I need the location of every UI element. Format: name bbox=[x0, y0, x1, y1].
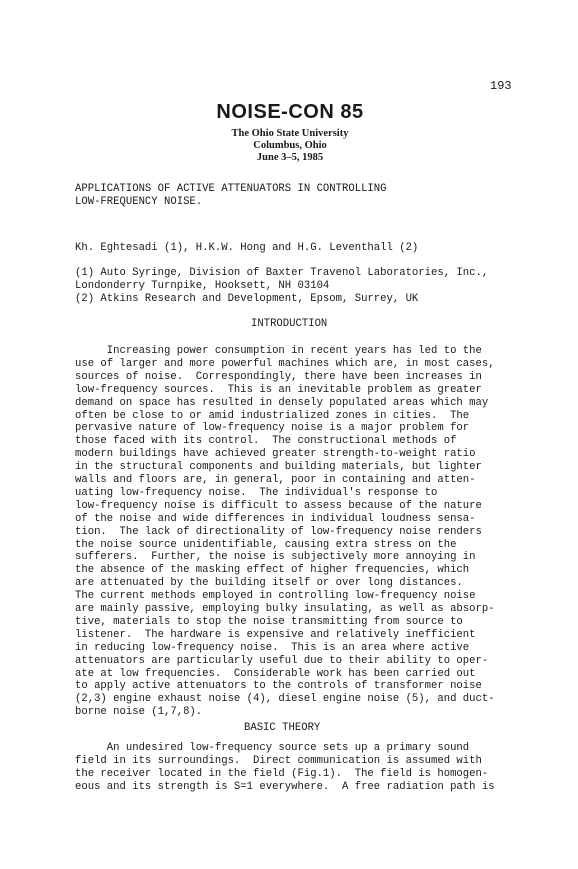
body-text-line: are mainly passive, employing bulky insulating, as well as absorp- bbox=[75, 603, 495, 615]
body-text-line: demand on space has resulted in densely populated areas which may bbox=[75, 396, 489, 409]
body-text-line: tive, materials to stop the noise transmitting from source to bbox=[75, 615, 463, 628]
conference-dates: June 3–5, 1985 bbox=[256, 152, 324, 163]
body-text-line: walls and floors are, in general, poor in containing and atten- bbox=[75, 474, 476, 486]
affiliation-line: Londonderry Turnpike, Hooksett, NH 03104 bbox=[75, 280, 330, 292]
body-text-line: sufferers. Further, the noise is subjectively more annoying in bbox=[75, 551, 476, 564]
body-text-line: in the structural components and building materials, but lighter bbox=[75, 461, 482, 474]
section-heading-introduction: INTRODUCTION bbox=[251, 318, 328, 330]
paper-title-line: LOW-FREQUENCY NOISE. bbox=[75, 196, 203, 208]
conference-location: Columbus, Ohio bbox=[253, 140, 327, 151]
body-text-line: often be close to or amid industrialized zones in cities. The bbox=[75, 409, 470, 422]
body-text-line: tion. The lack of directionality of low-frequency noise renders bbox=[75, 525, 482, 538]
body-text-line: listener. The hardware is expensive and relatively inefficient bbox=[75, 628, 476, 641]
page-number: 193 bbox=[490, 79, 512, 93]
body-text-line: the receiver located in the field (Fig.1). The field is homogen- bbox=[75, 768, 489, 780]
body-text-line: borne noise (1,7,8). bbox=[75, 706, 203, 719]
authors: Kh. Eghtesadi (1), H.K.W. Hong and H.G. Leventhall (2) bbox=[75, 242, 419, 254]
body-text-line: (2,3) engine exhaust noise (4), diesel engine noise (5), and duct- bbox=[75, 693, 495, 706]
body-text-line: An undesired low-frequency source sets up a primary sound bbox=[75, 742, 470, 754]
body-text-line: Increasing power consumption in recent years has led to the bbox=[75, 345, 482, 357]
body-text-line: ate at low frequencies. Considerable work has been carried out bbox=[75, 667, 476, 680]
section-heading-basic-theory: BASIC THEORY bbox=[244, 722, 321, 734]
body-text-line: attenuators are particularly useful due to their ability to oper- bbox=[75, 654, 489, 667]
body-text-line: those faced with its control. The constructional methods of bbox=[75, 435, 457, 448]
body-text-line: in reducing low-frequency noise. This is an area where active bbox=[75, 641, 470, 654]
body-text-line: low-frequency noise is difficult to assess because of the nature bbox=[75, 499, 482, 512]
affiliation-line: (2) Atkins Research and Development, Epsom, Surrey, UK bbox=[75, 293, 419, 305]
body-text-line: to apply active attenuators to the controls of transformer noise bbox=[75, 680, 482, 693]
conference-name: NOISE-CON 85 bbox=[216, 101, 364, 123]
body-text-line: pervasive nature of low-frequency noise is a major problem for bbox=[75, 422, 470, 435]
body-text-line: eous and its strength is S=1 everywhere. A free radiation path is bbox=[75, 781, 495, 793]
body-text-line: the noise source unidentifiable, causing extra stress on the bbox=[75, 538, 457, 551]
body-text-line: field in its surroundings. Direct communication is assumed with bbox=[75, 755, 482, 767]
body-text-line: are attenuated by the building itself or over long distances. bbox=[75, 577, 463, 590]
body-text-line: low-frequency sources. This is an inevitable problem as greater bbox=[75, 383, 482, 396]
paper-title-line: APPLICATIONS OF ACTIVE ATTENUATORS IN CONTROLLING bbox=[75, 183, 387, 195]
body-text-line: modern buildings have achieved greater strength-to-weight ratio bbox=[75, 448, 476, 461]
conference-university: The Ohio State University bbox=[231, 128, 349, 139]
body-text-line: sources of noise. Correspondingly, there have been increases in bbox=[75, 370, 482, 383]
body-text-line: of the noise and wide differences in individual loudness sensa- bbox=[75, 512, 476, 525]
affiliation-line: (1) Auto Syringe, Division of Baxter Travenol Laboratories, Inc., bbox=[75, 267, 489, 279]
body-text-line: uating low-frequency noise. The individual's response to bbox=[75, 486, 438, 499]
body-text-line: use of larger and more powerful machines which are, in most cases, bbox=[75, 357, 495, 370]
body-text-line: The current methods employed in controlling low-frequency noise bbox=[75, 590, 476, 603]
body-text-line: the absence of the masking effect of higher frequencies, which bbox=[75, 564, 470, 577]
